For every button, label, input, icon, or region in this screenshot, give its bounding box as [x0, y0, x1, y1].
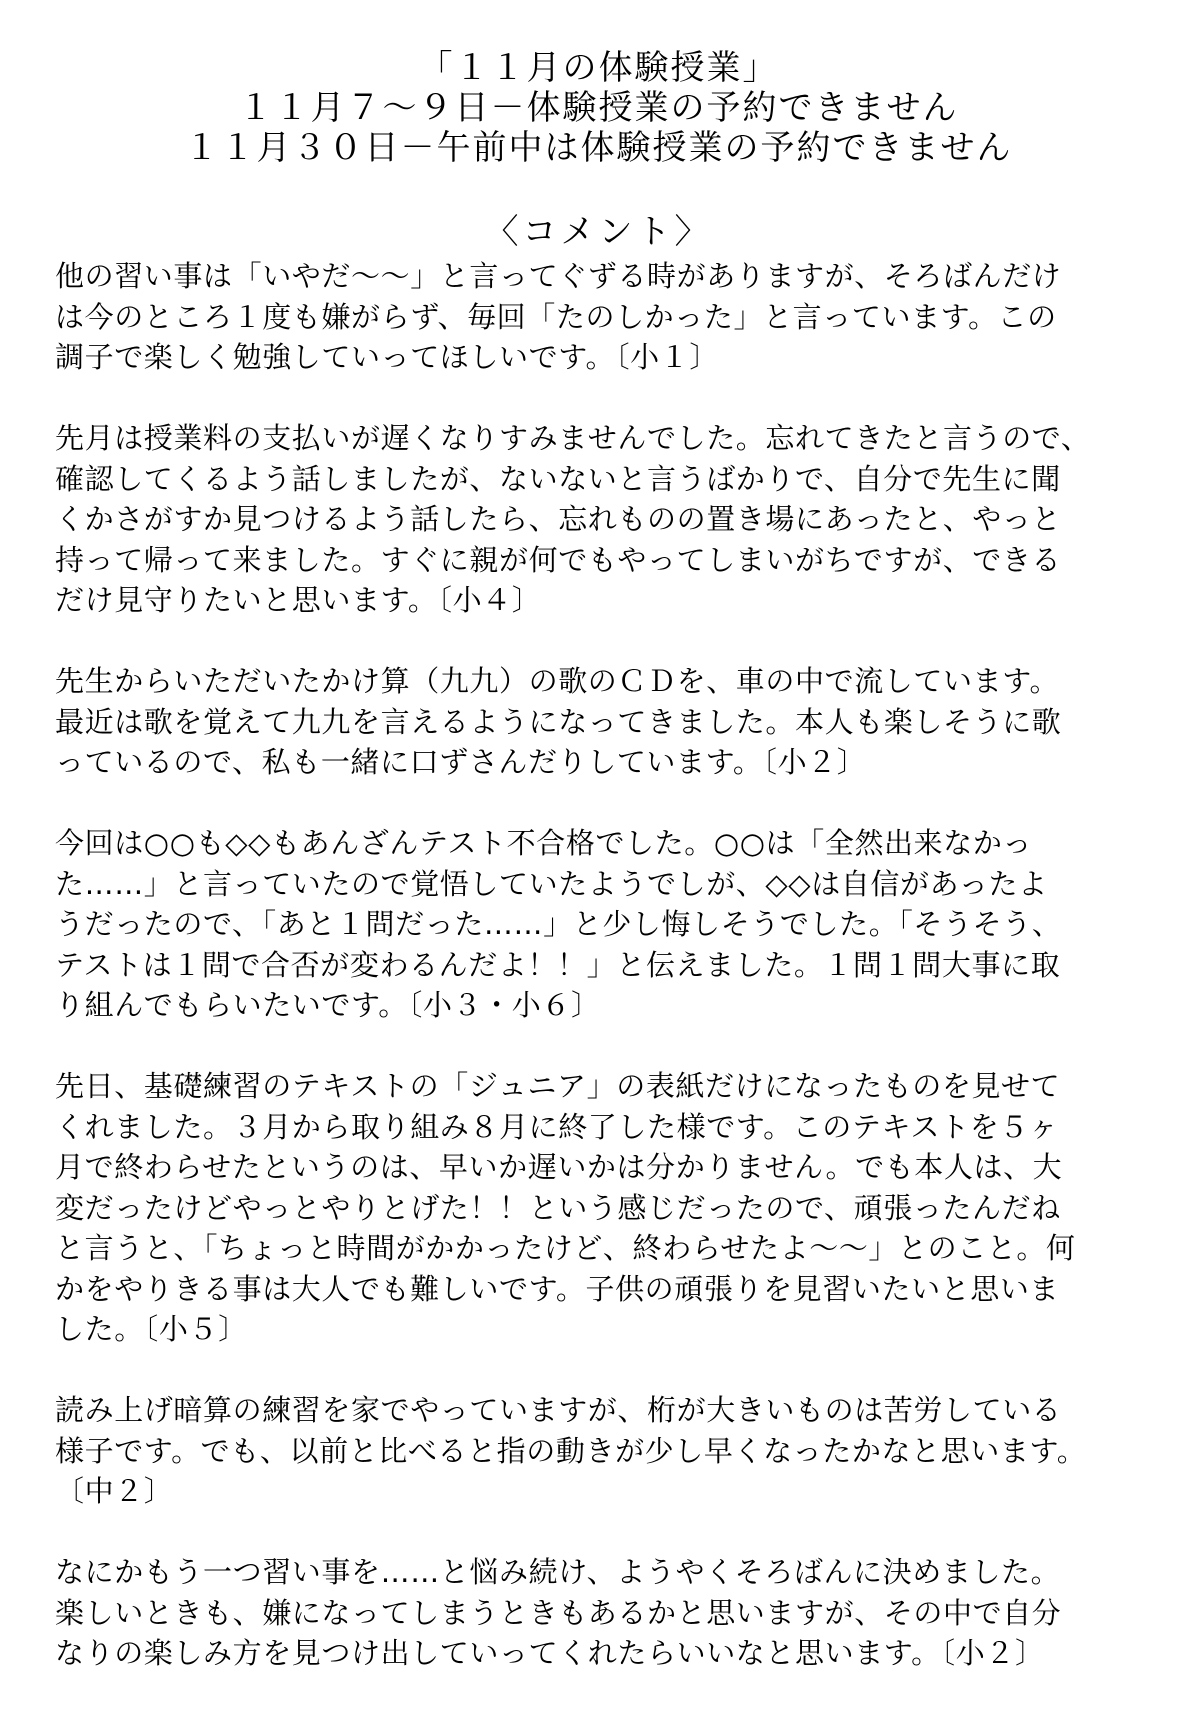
comment-line: 他の習い事は「いやだ～～」と言ってぐずる時がありますが、そろばんだけ [55, 259, 1062, 293]
comment-line: 楽しいときも、嫌になってしまうときもあるかと思いますが、その中で自分 [55, 1595, 1062, 1630]
comment-line: 確認してくるよう話しましたが、ないないと言うばかりで、自分で先生に聞 [55, 461, 1061, 496]
comment-line: た……」と言っていたので覚悟していたようでしが、◇◇は自信があったよ [55, 866, 1048, 901]
announcement-line: １１月３０日－午前中は体験授業の予約できません [184, 128, 1013, 168]
comment-line: 変だったけどやっとやりとげた！！という感じだったので、頑張ったんだね [55, 1190, 1061, 1225]
comment-line: 読み上げ暗算の練習を家でやっていますが、桁が大きいものは苦労している [55, 1393, 1062, 1427]
comment-line: 調子で楽しく勉強していってほしいです。〔小１〕 [55, 340, 719, 374]
comment-line: と言うと、「ちょっと時間がかかったけど、終わらせたよ～～」とのこと。何 [55, 1231, 1076, 1265]
comment-line: くかさがすか見つけるよう話したら、忘れものの置き場にあったと、やっと [55, 502, 1062, 536]
comment-list [55, 256, 1145, 1674]
comment-entry [55, 661, 1145, 783]
announcement-header [0, 48, 1197, 168]
comment-line: テストは１問で合否が変わるんだよ！！」と伝えました。１問１問大事に取 [55, 947, 1061, 982]
paragraph-gap [55, 783, 1145, 824]
comment-line: 先月は授業料の支払いが遅くなりすみませんでした。忘れてきたと言うので、 [55, 421, 1091, 455]
paragraph-gap [55, 378, 1145, 419]
paragraph-gap [55, 1512, 1145, 1553]
comment-entry [55, 256, 1145, 378]
comment-entry [55, 1552, 1145, 1674]
comment-line: 月で終わらせたというのは、早いか遅いかは分かりません。でも本人は、大 [55, 1150, 1063, 1184]
comment-line: は今のところ１度も嫌がらず、毎回「たのしかった」と言っています。この [55, 299, 1057, 334]
paragraph-gap [55, 621, 1145, 662]
comment-line: 様子です。でも、以前と比べると指の動きが少し早くなったかなと思います。 [55, 1433, 1087, 1468]
comment-line: 先生からいただいたかけ算（九九）の歌のＣＤを、車の中で流しています。 [55, 664, 1060, 698]
announcement-line: １１月７～９日－体験授業の予約できません [238, 88, 959, 128]
comment-entry [55, 823, 1145, 1026]
comment-line: した。〔小５〕 [55, 1312, 248, 1346]
comment-line: うだったので、「あと１問だった……」と少し悔しそうでした。「そうそう、 [55, 907, 1062, 941]
paragraph-gap [55, 1350, 1145, 1391]
announcement-title: 「１１月の体験授業」 [418, 48, 779, 88]
paragraph-gap [55, 1026, 1145, 1067]
comment-line: なりの楽しみ方を見つけ出していってくれたらいいなと思います。〔小２〕 [55, 1636, 1045, 1670]
comment-entry [55, 1066, 1145, 1350]
comment-line: だけ見守りたいと思います。〔小４〕 [55, 583, 542, 617]
comment-line: 持って帰って来ました。すぐに親が何でもやってしまいがちですが、できる [55, 542, 1062, 577]
comment-line: 今回は○○も◇◇もあんざんテスト不合格でした。○○は「全然出来なかっ [55, 826, 1033, 860]
comment-line: っているので、私も一緒に口ずさんだりしています。〔小２〕 [55, 745, 867, 779]
comment-line: 先日、基礎練習のテキストの「ジュニア」の表紙だけになったものを見せて [55, 1069, 1061, 1103]
comment-line: かをやりきる事は大人でも難しいです。子供の頑張りを見習いたいと思いま [55, 1271, 1060, 1306]
comment-entry [55, 418, 1145, 621]
comment-line: 〔中２〕 [55, 1474, 174, 1508]
comment-line: り組んでもらいたいです。〔小３・小６〕 [55, 988, 601, 1022]
comment-line: 最近は歌を覚えて九九を言えるようになってきました。本人も楽しそうに歌 [55, 704, 1062, 739]
comment-line: なにかもう一つ習い事を……と悩み続け、ようやくそろばんに決めました。 [55, 1555, 1061, 1589]
comment-line: くれました。３月から取り組み８月に終了した様です。このテキストを５ヶ [55, 1109, 1059, 1144]
comment-section-heading: 〈コメント〉 [484, 212, 713, 252]
comment-entry [55, 1390, 1145, 1512]
